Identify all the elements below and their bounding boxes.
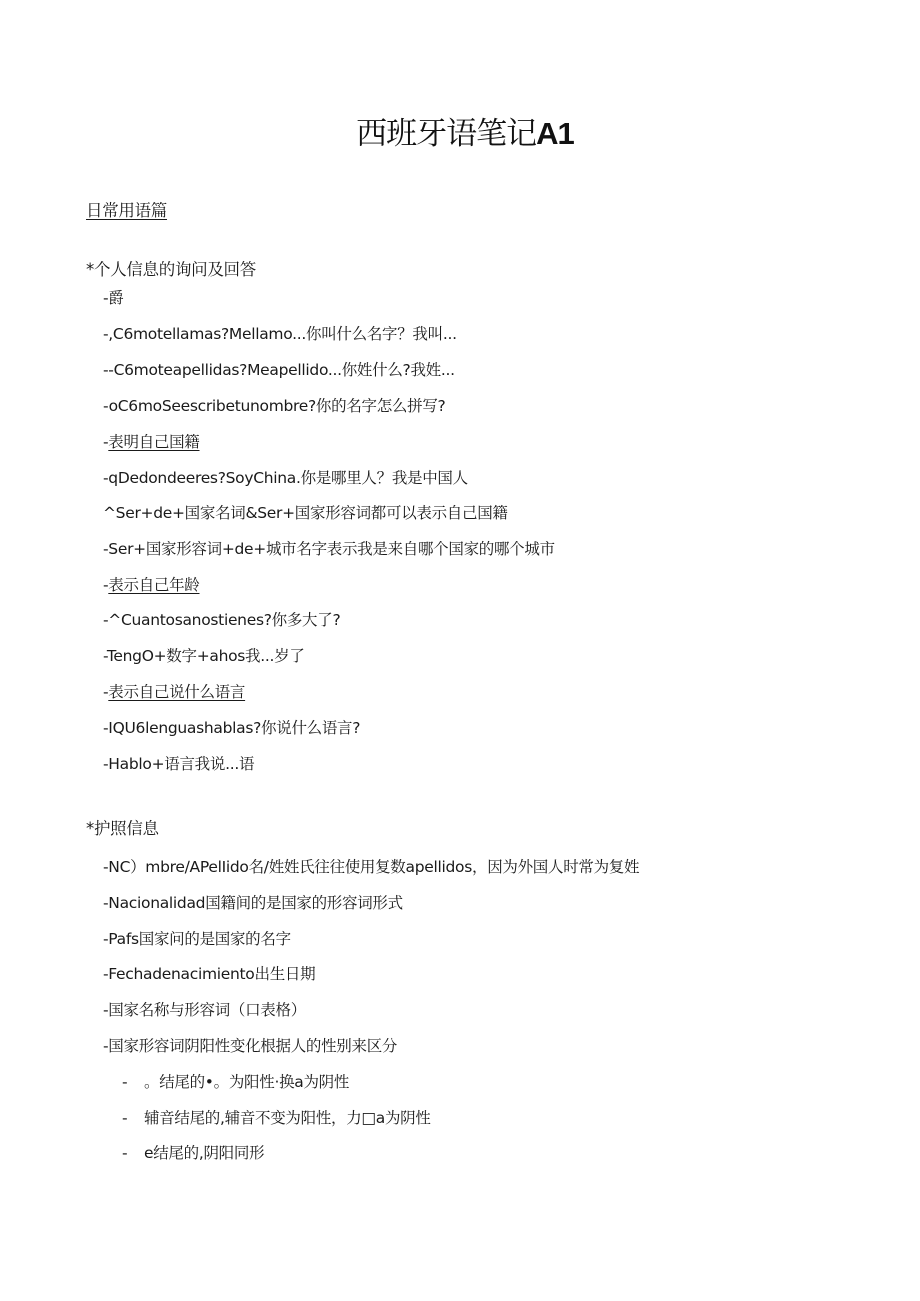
list-item: -qDedondeeres?SoyChina.你是哪里人？我是中国人 (103, 469, 468, 487)
section-heading-daily-phrases: 日常用语篇 (86, 201, 168, 220)
subheading-age (103, 575, 200, 595)
list-item: -^Cuantosanostienes?你多大了? (103, 611, 341, 629)
sub-list-item (122, 1143, 264, 1163)
bullet-dash: - (122, 1109, 128, 1127)
list-item: -,C6motellamas?Mellamo...你叫什么名字？我叫... (103, 325, 457, 343)
list-item: ^Ser+de+国家名词&Ser+国家形容词都可以表示自己国籍 (103, 504, 508, 522)
list-item: --C6moteapellidas?Meapellido...你姓什么?我姓... (103, 361, 455, 379)
list-item: -Pafs国家问的是国家的名字 (103, 930, 291, 948)
document-title (0, 108, 920, 153)
section-heading-personal-info: *个人信息的询问及回答 (86, 260, 256, 279)
sub-list-text: 辅音结尾的,辅音不变为阳性，力□a为阴性 (144, 1109, 431, 1127)
subheading-text: 表示自己说什么语言 (108, 683, 246, 701)
list-item: -Fechadenacimiento出生日期 (103, 965, 316, 983)
list-item: -国家名称与形容词（口表格） (103, 1001, 306, 1019)
list-item: -NC）mbre∕APelIido名/姓姓氏往往使用复数apellidos，因为外国人时常为复姓 (103, 858, 640, 876)
sub-list-item (122, 1072, 349, 1092)
list-item: -Hablo+语言我说...语 (103, 755, 255, 773)
sub-list-item (122, 1108, 431, 1128)
sub-list-text: e结尾的,阴阳同形 (144, 1144, 265, 1162)
subheading-text: 表示自己年龄 (108, 576, 200, 594)
subheading-language (103, 682, 245, 702)
subheading-nationality (103, 432, 200, 452)
list-item: -Nacionalidad国籍间的是国家的形容词形式 (103, 894, 403, 912)
list-item: -TengO+数字+ahos我...岁了 (103, 647, 305, 665)
bullet-dash: - (122, 1073, 128, 1091)
subheading-text: 表明自己国籍 (108, 433, 200, 451)
bullet-dash: - (122, 1144, 128, 1162)
sub-list-text: 。结尾的•。为阳性·换a为阴性 (144, 1073, 350, 1091)
list-item: -oC6moSeescribetunombre?你的名字怎么拼写? (103, 397, 446, 415)
section-heading-passport-info: *护照信息 (86, 819, 159, 838)
list-item: -IQU6lenguashablas?你说什么语言? (103, 719, 361, 737)
list-item: -爵 (103, 289, 124, 307)
list-item: -国家形容词阴阳性变化根据人的性别来区分 (103, 1037, 398, 1055)
list-item: -Ser+国家形容词+de+城市名字表示我是来自哪个国家的哪个城市 (103, 540, 555, 558)
subheading-prefix: - (103, 433, 109, 451)
title-latin: A1 (536, 116, 574, 151)
subheading-prefix: - (103, 683, 109, 701)
subheading-prefix: - (103, 576, 109, 594)
title-chinese: 西班牙语笔记 (356, 116, 537, 152)
